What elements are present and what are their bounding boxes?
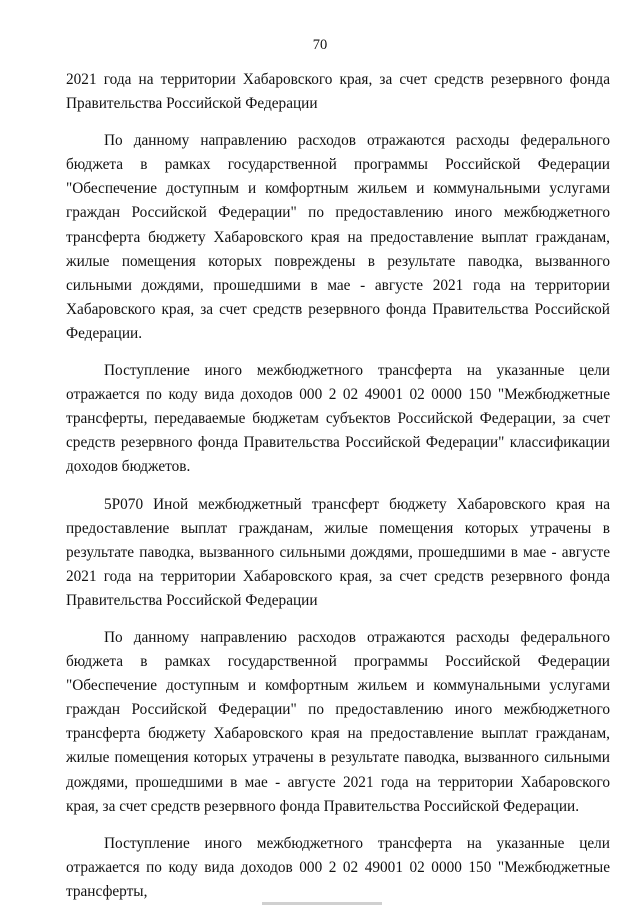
paragraph-continuation: 2021 года на территории Хабаровского края, за счет средств резервного фонда Правительства Российской Федерации xyxy=(66,71,610,113)
page-number: 70 xyxy=(312,37,328,53)
paragraph-target-5p070: 5Р070 Иной межбюджетный трансферт бюджету Хабаровского края на предоставление выплат гражданам, жилые помещения которых утрачены в результате паводка, вызванного сильными дождями, прошедшими в мае - августе 2021 года на территории Хабаровского края, за счет средств резервного фонда Правительства Российской Федерации xyxy=(66,495,610,609)
paragraph-expenses-damaged: По данному направлению расходов отражаются расходы федерального бюджета в рамках государственной программы Российской Федерации "Обеспечение доступным и комфортным жильем и коммунальными услугами граждан Российской Федерации" по предоставлению иного межбюджетного трансферта бюджету Хабаровского края на предоставление выплат гражданам, жилые помещения которых повреждены в результате паводка, вызванного сильными дождями, прошедшими в мае - августе 2021 года на территории Хабаровского края, за счет средств резервного фонда Правительства Российской Федерации. xyxy=(66,132,610,342)
paragraph-expenses-lost: По данному направлению расходов отражаются расходы федерального бюджета в рамках государственной программы Российской Федерации "Обеспечение доступным и комфортным жильем и коммунальными услугами граждан Российской Федерации" по предоставлению иного межбюджетного трансферта бюджету Хабаровского края на предоставление выплат гражданам, жилые помещения которых утрачены в результате паводка, вызванного сильными дождями, прошедшими в мае - августе 2021 года на территории Хабаровского края, за счет средств резервного фонда Правительства Российской Федерации. xyxy=(66,628,610,815)
paragraph-income-code-continued: Поступление иного межбюджетного трансферта на указанные цели отражается по коду вида доходов 000 2 02 49001 02 0000 150 "Межбюджетные трансферты, xyxy=(66,834,610,900)
paragraph-income-code: Поступление иного межбюджетного трансферта на указанные цели отражается по коду вида доходов 000 2 02 49001 02 0000 150 "Межбюджетные трансферты, передаваемые бюджетам субъектов Российской Федерации, за счет средств резервного фонда Правительства Российской Федерации" классификации доходов бюджетов. xyxy=(66,362,610,476)
document-body xyxy=(66,68,610,905)
